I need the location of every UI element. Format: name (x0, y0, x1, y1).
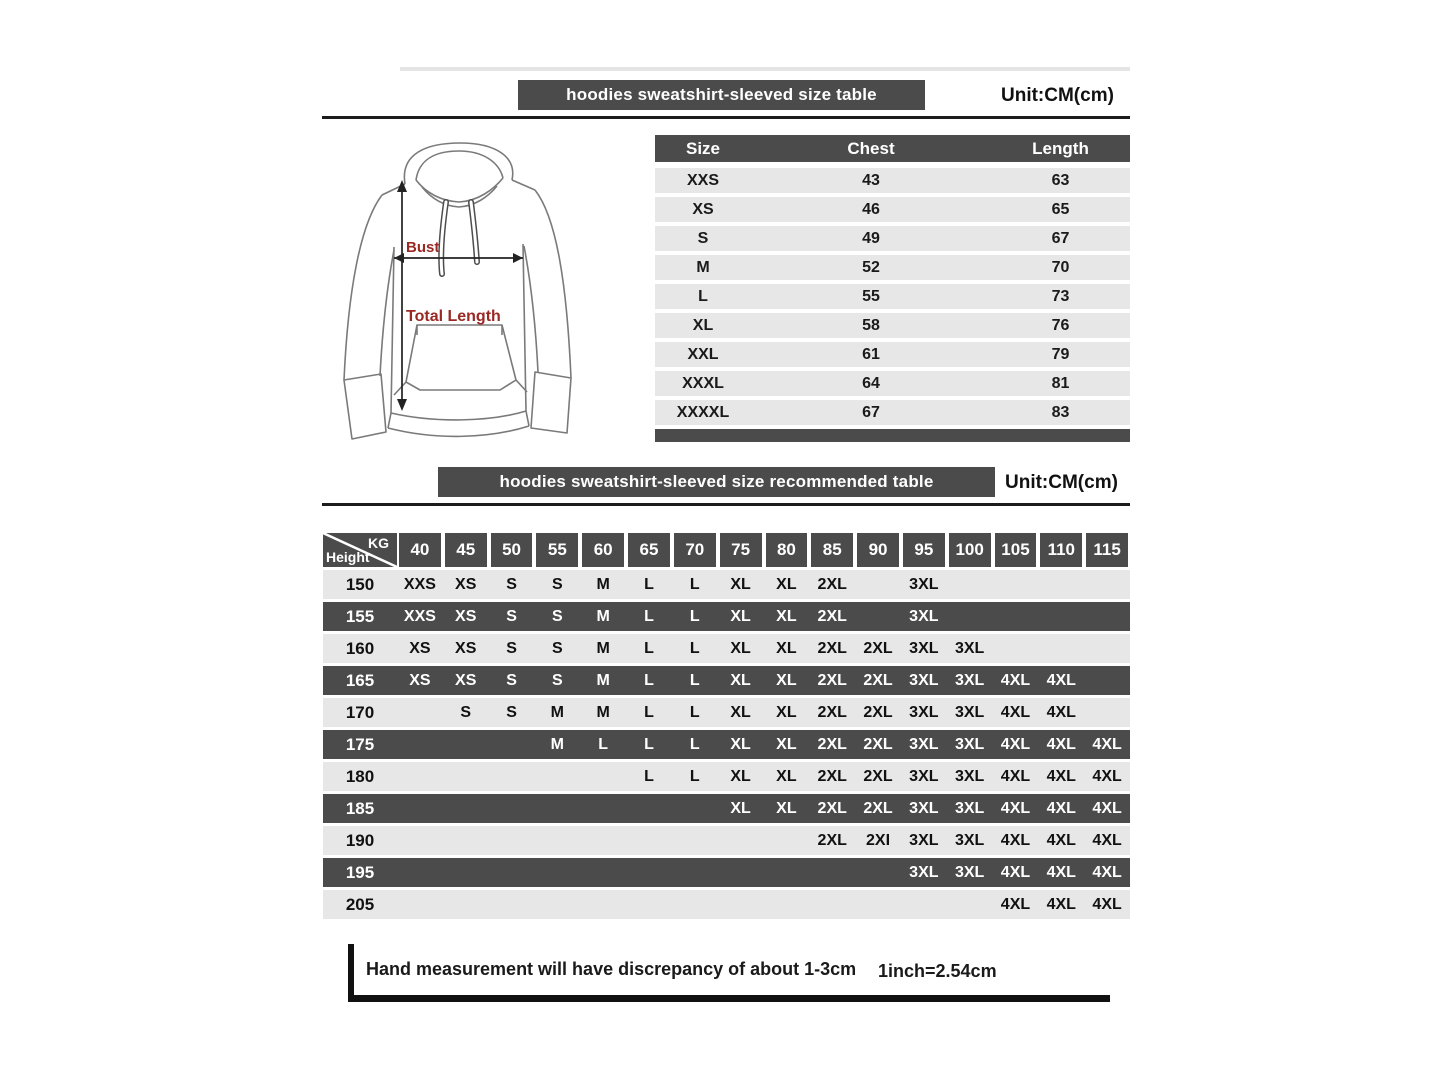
size-recommendation-cell: XL (776, 703, 797, 721)
size-recommendation-cell: 2XL (863, 767, 893, 785)
bust-label: Bust (406, 239, 440, 256)
length-value: 63 (1051, 171, 1070, 189)
length-value: 67 (1051, 229, 1070, 247)
size-table-row (655, 342, 1130, 367)
size-recommendation-cell: 3XL (909, 639, 939, 657)
size-recommendation-cell: XL (730, 639, 751, 657)
size-table-row (655, 168, 1130, 193)
size-recommendation-cell (489, 794, 535, 823)
height-value: 170 (345, 702, 375, 722)
size-recommendation-cell: XL (776, 639, 797, 657)
size-recommendation-cell: M (596, 575, 610, 593)
size-recommendation-cell (718, 826, 764, 855)
recommended-table-unit-label: Unit:CM(cm) (1005, 472, 1118, 493)
column-header-length: Length (1032, 138, 1089, 158)
column-header-size: Size (685, 138, 721, 158)
size-recommendation-cell: XL (776, 575, 797, 593)
size-recommendation-cell: 2XL (817, 735, 847, 753)
size-recommendation-cell (397, 730, 443, 759)
size-recommendation-cell (947, 570, 993, 599)
recommendation-row (323, 858, 1130, 887)
size-recommendation-cell: S (506, 639, 517, 657)
size-recommendation-cell (397, 794, 443, 823)
chest-value: 58 (862, 316, 880, 334)
size-table (655, 135, 1130, 442)
size-recommendation-cell: 3XL (909, 607, 939, 625)
size-recommendation-cell (580, 794, 626, 823)
size-recommendation-cell (855, 602, 901, 631)
size-recommendation-cell (534, 858, 580, 887)
size-recommendation-cell: 4XL (1000, 735, 1031, 753)
size-recommendation-cell (443, 858, 489, 887)
divider-line-top (322, 116, 1130, 119)
size-recommendation-cell (534, 762, 580, 791)
size-recommendation-cell: XL (776, 607, 797, 625)
size-value: XL (692, 316, 714, 334)
chest-value: 64 (862, 374, 880, 392)
size-recommendation-cell: 4XL (1046, 831, 1076, 849)
size-recommendation-cell (1084, 634, 1130, 663)
size-recommendation-cell (443, 762, 489, 791)
size-recommendation-cell (1038, 634, 1084, 663)
corner-height-label: Height (326, 549, 370, 565)
weight-header-cell: 40 (397, 533, 443, 567)
size-recommendation-cell: 4XL (1046, 863, 1076, 881)
size-recommendation-cell: 4XL (1000, 703, 1031, 721)
size-recommendation-cell: 2XL (817, 831, 847, 849)
size-recommendation-cell (1084, 602, 1130, 631)
size-recommendation-cell (489, 890, 535, 919)
size-recommendation-cell: L (689, 607, 700, 625)
size-value: L (698, 287, 708, 305)
size-recommendation-cell (672, 794, 718, 823)
size-recommendation-cell (489, 730, 535, 759)
height-value: 165 (345, 670, 375, 690)
size-recommendation-cell: 2XL (863, 735, 893, 753)
size-recommendation-cell: M (596, 703, 610, 721)
scan-artifact-line (400, 67, 1130, 71)
measurement-note: Hand measurement will have discrepancy of about 1-3cm (366, 959, 857, 979)
size-table-row (655, 226, 1130, 251)
size-recommendation-cell (672, 890, 718, 919)
size-recommendation-cell: 3XL (954, 799, 985, 817)
size-recommendation-cell (947, 890, 993, 919)
column-header-chest: Chest (847, 138, 895, 158)
size-recommendation-cell: 2XL (863, 799, 893, 817)
size-recommendation-cell: 3XL (909, 575, 939, 593)
size-table-header (655, 135, 1130, 162)
size-recommendation-cell (443, 890, 489, 919)
height-value: 160 (345, 638, 375, 658)
size-recommendation-cell (1084, 570, 1130, 599)
size-recommendation-cell: 2XI (866, 831, 891, 849)
size-recommendation-cell: 4XL (1046, 671, 1076, 689)
size-recommendation-cell: 3XL (954, 863, 985, 881)
size-recommendation-cell: 4XL (1046, 767, 1076, 785)
size-recommendation-cell: S (506, 671, 517, 689)
size-recommendation-cell: XS (455, 607, 477, 625)
size-recommendation-cell (626, 890, 672, 919)
size-recommendation-cell: 4XL (1000, 799, 1031, 817)
hoodie-measurement-diagram (330, 132, 615, 462)
size-recommendation-cell: 3XL (954, 767, 985, 785)
height-value: 205 (345, 894, 375, 914)
size-recommendation-cell (489, 858, 535, 887)
size-recommendation-cell (534, 794, 580, 823)
size-recommendation-cell: XL (776, 671, 797, 689)
weight-header-cell: 95 (901, 533, 947, 567)
size-recommendation-cell (626, 858, 672, 887)
size-recommendation-cell: 2XL (817, 703, 847, 721)
height-value: 180 (345, 766, 375, 786)
height-value: 175 (345, 734, 375, 754)
size-recommendation-cell: L (644, 671, 654, 689)
size-table-unit-label: Unit:CM(cm) (1001, 85, 1114, 106)
length-value: 70 (1051, 258, 1070, 276)
size-recommendation-cell (764, 826, 810, 855)
size-recommendation-cell: XS (409, 671, 431, 689)
recommendation-row (323, 890, 1130, 919)
size-recommendation-cell: L (644, 639, 654, 657)
matrix-header-row (323, 533, 1130, 567)
length-value: 65 (1051, 200, 1070, 218)
length-value: 81 (1051, 374, 1070, 392)
size-recommendation-cell: M (550, 735, 564, 753)
size-recommendation-cell (1038, 570, 1084, 599)
size-recommendation-cell: 3XL (909, 671, 939, 689)
size-recommendation-cell: L (689, 703, 700, 721)
size-recommendation-cell: M (550, 703, 564, 721)
size-recommendation-cell: L (644, 575, 654, 593)
size-recommendation-cell: L (644, 607, 654, 625)
size-recommendation-cell (993, 634, 1039, 663)
size-recommendation-cell: 4XL (1092, 895, 1122, 913)
size-recommendation-cell: S (506, 575, 517, 593)
size-value: XXL (687, 345, 719, 363)
height-value: 195 (345, 862, 375, 882)
size-recommendation-cell: 3XL (909, 799, 939, 817)
size-recommendation-cell: 4XL (1000, 863, 1031, 881)
recommended-table-title: hoodies sweatshirt-sleeved size recommended table (438, 467, 995, 497)
weight-header-cell: 55 (534, 533, 580, 567)
chest-value: 49 (862, 229, 880, 247)
weight-header-cell: 50 (489, 533, 535, 567)
size-recommendation-cell: 4XL (1092, 863, 1122, 881)
size-recommendation-cell: 4XL (1046, 895, 1076, 913)
size-recommendation-cell (672, 858, 718, 887)
size-recommendation-cell (1084, 698, 1130, 727)
total-length-label: Total Length (406, 308, 501, 325)
size-recommendation-cell: 3XL (954, 831, 985, 849)
size-recommendation-cell (809, 858, 855, 887)
chest-value: 61 (862, 345, 880, 363)
size-recommendation-cell: 2XL (863, 639, 893, 657)
size-recommendation-cell: 4XL (1092, 831, 1122, 849)
inch-conversion-note: 1inch=2.54cm (878, 961, 997, 981)
size-recommendation-cell (626, 794, 672, 823)
size-recommendation-cell: XL (730, 671, 751, 689)
weight-header-cell: 65 (626, 533, 672, 567)
size-recommendation-cell: XL (730, 703, 751, 721)
size-recommendation-cell: 3XL (954, 639, 985, 657)
height-value: 185 (345, 798, 375, 818)
size-recommendation-cell: 3XL (909, 703, 939, 721)
size-recommendation-cell: S (552, 671, 563, 689)
size-recommendation-cell: 4XL (1092, 735, 1122, 753)
size-table-row (655, 284, 1130, 309)
weight-header-cell: 105 (993, 533, 1039, 567)
size-recommendation-cell: XS (455, 671, 477, 689)
size-recommendation-cell (397, 858, 443, 887)
size-recommendation-cell (626, 826, 672, 855)
size-recommendation-cell (580, 890, 626, 919)
chest-value: 43 (862, 171, 880, 189)
size-recommendation-cell: M (596, 607, 610, 625)
size-recommendation-cell: S (552, 575, 563, 593)
recommendation-row (323, 730, 1130, 759)
size-recommendation-cell: 4XL (1000, 831, 1031, 849)
kg-height-corner-cell (323, 533, 397, 567)
length-value: 73 (1051, 287, 1070, 305)
size-recommendation-cell (993, 570, 1039, 599)
recommendation-row (323, 762, 1130, 791)
recommendation-row (323, 666, 1130, 695)
size-recommendation-cell (443, 826, 489, 855)
height-value: 155 (345, 606, 375, 626)
size-table-row (655, 197, 1130, 222)
size-recommendation-cell: L (689, 671, 700, 689)
size-table-row (655, 255, 1130, 280)
weight-header-cell: 60 (580, 533, 626, 567)
size-recommendation-cell (534, 826, 580, 855)
chest-value: 52 (862, 258, 880, 276)
size-recommendation-cell: XL (730, 799, 751, 817)
size-recommendation-cell: 2XL (817, 607, 847, 625)
weight-header-cell: 80 (764, 533, 810, 567)
size-recommendation-cell: 3XL (909, 735, 939, 753)
size-table-bottom-bar (655, 429, 1130, 442)
size-recommendation-cell (397, 826, 443, 855)
size-recommendation-cell (672, 826, 718, 855)
size-recommendation-cell (443, 730, 489, 759)
size-recommendation-cell (993, 602, 1039, 631)
size-recommendation-cell: S (460, 703, 472, 721)
size-recommendation-cell: XL (776, 767, 797, 785)
recommendation-row (323, 826, 1130, 855)
height-value: 150 (345, 574, 375, 594)
weight-header-cell: 100 (947, 533, 993, 567)
size-recommendation-cell: L (689, 575, 700, 593)
size-recommendation-cell: M (596, 671, 610, 689)
size-recommendation-cell (397, 762, 443, 791)
size-recommendation-cell (397, 890, 443, 919)
size-value: XS (692, 200, 714, 218)
size-recommendation-cell: XS (455, 575, 477, 593)
size-recommendation-cell (580, 826, 626, 855)
size-recommendation-cell: XL (730, 767, 751, 785)
size-recommendation-cell (901, 890, 947, 919)
size-recommendation-cell: XL (730, 607, 751, 625)
size-recommendation-cell: 2XL (817, 671, 847, 689)
size-recommendation-cell (534, 890, 580, 919)
size-recommendation-cell (718, 858, 764, 887)
size-recommendation-cell: L (689, 767, 700, 785)
size-table-row (655, 400, 1130, 425)
size-recommendation-cell: 4XL (1046, 703, 1076, 721)
size-recommendation-cell: L (644, 735, 654, 753)
size-recommendation-cell: S (552, 607, 563, 625)
size-value: XXS (686, 171, 719, 189)
length-value: 83 (1051, 403, 1070, 421)
size-recommendation-cell (443, 794, 489, 823)
size-recommendation-cell (580, 762, 626, 791)
size-recommendation-cell: 2XL (817, 799, 847, 817)
size-recommendation-cell (764, 858, 810, 887)
size-recommendation-cell: XXS (403, 607, 436, 625)
size-recommendation-cell: 2XL (863, 671, 893, 689)
size-recommendation-cell: 4XL (1046, 799, 1076, 817)
size-recommendation-cell: XL (730, 735, 751, 753)
length-value: 79 (1051, 345, 1070, 363)
corner-kg-label: KG (368, 535, 389, 551)
size-recommendation-cell: L (598, 735, 609, 753)
size-recommendation-cell: 4XL (1000, 895, 1031, 913)
size-recommendation-cell: XS (409, 639, 431, 657)
size-recommendation-cell (489, 762, 535, 791)
size-recommendation-cell: 4XL (1000, 767, 1031, 785)
weight-header-cell: 90 (855, 533, 901, 567)
size-recommendation-cell: 2XL (817, 575, 847, 593)
chest-value: 67 (862, 403, 880, 421)
size-recommendation-cell: 2XL (817, 767, 847, 785)
size-recommendation-cell: S (506, 703, 517, 721)
size-recommendation-cell: XL (776, 799, 797, 817)
size-recommendation-cell (947, 602, 993, 631)
size-recommendation-cell (809, 890, 855, 919)
height-value: 190 (345, 830, 375, 850)
weight-header-cell: 115 (1084, 533, 1130, 567)
note-left-bar (348, 944, 354, 1002)
size-recommendation-cell: 3XL (954, 703, 985, 721)
size-value: XXXL (682, 374, 724, 392)
recommendation-row (323, 570, 1130, 599)
size-table-title: hoodies sweatshirt-sleeved size table (518, 80, 925, 110)
size-recommendation-cell: XL (776, 735, 797, 753)
pocket-outline (406, 325, 516, 390)
size-recommendation-cell: XS (455, 639, 477, 657)
size-recommendation-cell: 4XL (1046, 735, 1076, 753)
divider-line-middle (322, 503, 1130, 506)
size-recommendation-cell (855, 890, 901, 919)
size-recommendation-cell (397, 698, 443, 727)
size-recommendation-cell: 3XL (909, 831, 939, 849)
size-recommendation-cell: 4XL (1092, 767, 1122, 785)
size-recommendation-cell: 2XL (863, 703, 893, 721)
recommendation-row (323, 698, 1130, 727)
size-recommendation-cell (764, 890, 810, 919)
weight-header-cell: 85 (809, 533, 855, 567)
recommended-size-matrix (323, 533, 1130, 919)
size-recommendation-cell: XL (730, 575, 751, 593)
size-recommendation-cell (718, 890, 764, 919)
size-recommendation-cell (580, 858, 626, 887)
weight-header-cell: 45 (443, 533, 489, 567)
size-recommendation-cell: 4XL (1000, 671, 1031, 689)
size-value: M (696, 258, 710, 276)
size-recommendation-cell: L (689, 639, 700, 657)
size-recommendation-cell: 3XL (909, 863, 939, 881)
chest-value: 46 (862, 200, 880, 218)
size-recommendation-cell: L (644, 767, 654, 785)
size-recommendation-cell (855, 858, 901, 887)
size-recommendation-cell: S (506, 607, 517, 625)
recommendation-row (323, 794, 1130, 823)
size-recommendation-cell: XXS (403, 575, 436, 593)
weight-header-cell: 75 (718, 533, 764, 567)
size-recommendation-cell: 3XL (954, 735, 985, 753)
weight-header-cell: 110 (1038, 533, 1084, 567)
size-recommendation-cell (1038, 602, 1084, 631)
size-recommendation-cell: 3XL (909, 767, 939, 785)
size-recommendation-cell: 4XL (1092, 799, 1122, 817)
size-value: XXXXL (676, 403, 730, 421)
recommendation-row (323, 634, 1130, 663)
recommendation-row (323, 602, 1130, 631)
size-table-row (655, 371, 1130, 396)
size-recommendation-cell: 2XL (817, 639, 847, 657)
size-recommendation-cell: L (689, 735, 700, 753)
size-value: S (697, 229, 709, 247)
size-recommendation-cell: M (596, 639, 610, 657)
size-table-row (655, 313, 1130, 338)
size-recommendation-cell (855, 570, 901, 599)
size-recommendation-cell: S (552, 639, 563, 657)
size-recommendation-cell: L (644, 703, 654, 721)
size-recommendation-cell (1084, 666, 1130, 695)
weight-header-cell: 70 (672, 533, 718, 567)
hood-outline (404, 143, 512, 184)
note-underline-bar (348, 995, 1110, 1002)
size-recommendation-cell (489, 826, 535, 855)
chest-value: 55 (862, 287, 880, 305)
size-recommendation-cell: 3XL (954, 671, 985, 689)
length-value: 76 (1051, 316, 1070, 334)
